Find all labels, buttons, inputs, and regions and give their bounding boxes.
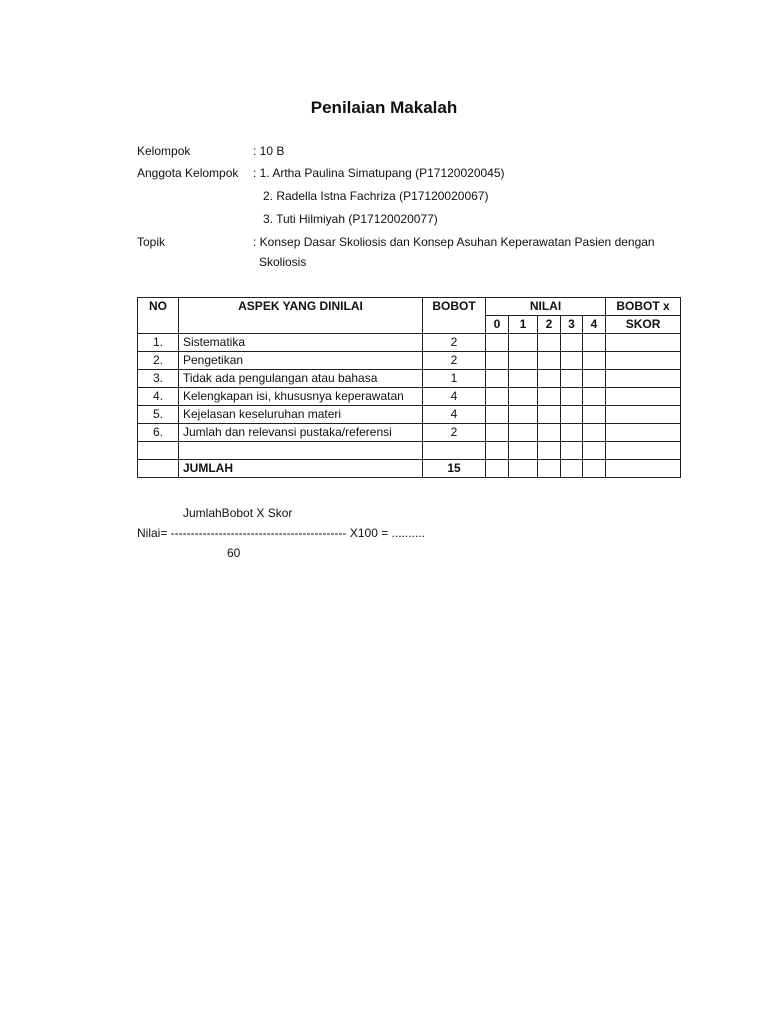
- row-bobot: 2: [423, 352, 486, 370]
- score-cell-1: [509, 334, 538, 352]
- table-row: [138, 334, 681, 352]
- anggota-member-2: 2. Radella Istna Fachriza (P17120020067): [263, 189, 489, 203]
- row-no: 1.: [138, 334, 179, 352]
- score-cell-2: [538, 388, 561, 406]
- header-score-3: 3: [561, 316, 583, 334]
- row-no: 6.: [138, 424, 179, 442]
- formula-numerator: JumlahBobot X Skor: [183, 506, 293, 520]
- score-cell-0: [486, 424, 509, 442]
- header-score-2: 2: [538, 316, 561, 334]
- document-title: Penilaian Makalah: [310, 98, 458, 117]
- table-row: [138, 424, 681, 442]
- score-cell-0: [486, 406, 509, 424]
- score-cell-4: [583, 370, 606, 388]
- bobot-skor-cell: [606, 334, 681, 352]
- score-cell-1: [509, 370, 538, 388]
- bobot-skor-cell: [606, 370, 681, 388]
- score-cell-3: [561, 370, 583, 388]
- header-bobot: BOBOT: [423, 298, 486, 334]
- header-score-0: 0: [486, 316, 509, 334]
- row-aspek: Tidak ada pengulangan atau bahasa: [179, 370, 423, 388]
- row-aspek: Jumlah dan relevansi pustaka/referensi: [179, 424, 423, 442]
- anggota-member-1: : 1. Artha Paulina Simatupang (P17120020045): [253, 166, 505, 180]
- score-cell-2: [538, 334, 561, 352]
- row-no: 4.: [138, 388, 179, 406]
- score-cell-3: [561, 406, 583, 424]
- score-cell-3: [561, 334, 583, 352]
- score-cell-3: [561, 388, 583, 406]
- topik-line-1: : Konsep Dasar Skoliosis dan Konsep Asuhan Keperawatan Pasien dengan: [253, 235, 655, 249]
- row-no: 5.: [138, 406, 179, 424]
- score-cell-1: [509, 352, 538, 370]
- score-cell-2: [538, 424, 561, 442]
- score-cell-1: [509, 406, 538, 424]
- row-aspek: Kejelasan keseluruhan materi: [179, 406, 423, 424]
- empty-row: [138, 442, 681, 460]
- total-bobot: 15: [423, 460, 486, 478]
- row-aspek: Sistematika: [179, 334, 423, 352]
- score-cell-4: [583, 406, 606, 424]
- bobot-skor-cell: [606, 424, 681, 442]
- row-bobot: 4: [423, 406, 486, 424]
- row-no: 2.: [138, 352, 179, 370]
- table-row: [138, 370, 681, 388]
- score-cell-4: [583, 352, 606, 370]
- topik-label: Topik: [137, 235, 166, 249]
- formula-line: Nilai= -------------------------------------------- X100 = ..........: [137, 526, 425, 540]
- header-bobot-skor-1: BOBOT x: [606, 298, 681, 316]
- total-row: [138, 460, 681, 478]
- kelompok-value: : 10 B: [253, 144, 285, 158]
- row-bobot: 2: [423, 424, 486, 442]
- formula-denominator: 60: [227, 546, 241, 560]
- score-cell-2: [538, 406, 561, 424]
- score-cell-2: [538, 370, 561, 388]
- score-cell-1: [509, 424, 538, 442]
- bobot-skor-cell: [606, 352, 681, 370]
- score-cell-4: [583, 424, 606, 442]
- score-cell-0: [486, 352, 509, 370]
- bobot-skor-cell: [606, 406, 681, 424]
- row-bobot: 1: [423, 370, 486, 388]
- score-cell-3: [561, 424, 583, 442]
- row-bobot: 2: [423, 334, 486, 352]
- assessment-table: [137, 297, 681, 478]
- score-cell-1: [509, 388, 538, 406]
- score-cell-0: [486, 334, 509, 352]
- topik-line-2: Skoliosis: [259, 255, 307, 269]
- header-aspek: ASPEK YANG DINILAI: [179, 298, 423, 334]
- table-row: [138, 352, 681, 370]
- row-aspek: Pengetikan: [179, 352, 423, 370]
- score-cell-4: [583, 388, 606, 406]
- row-aspek: Kelengkapan isi, khususnya keperawatan: [179, 388, 423, 406]
- header-bobot-skor-2: SKOR: [606, 316, 681, 334]
- score-cell-2: [538, 352, 561, 370]
- header-nilai: NILAI: [486, 298, 606, 316]
- anggota-label: Anggota Kelompok: [137, 166, 239, 180]
- row-no: 3.: [138, 370, 179, 388]
- bobot-skor-cell: [606, 388, 681, 406]
- header-score-1: 1: [509, 316, 538, 334]
- score-cell-0: [486, 370, 509, 388]
- total-label: JUMLAH: [179, 460, 423, 478]
- header-no: NO: [138, 298, 179, 334]
- anggota-member-3: 3. Tuti Hilmiyah (P17120020077): [263, 212, 438, 226]
- row-bobot: 4: [423, 388, 486, 406]
- table-row: [138, 406, 681, 424]
- table-row: [138, 388, 681, 406]
- score-cell-0: [486, 388, 509, 406]
- score-cell-3: [561, 352, 583, 370]
- header-score-4: 4: [583, 316, 606, 334]
- score-cell-4: [583, 334, 606, 352]
- kelompok-label: Kelompok: [137, 144, 191, 158]
